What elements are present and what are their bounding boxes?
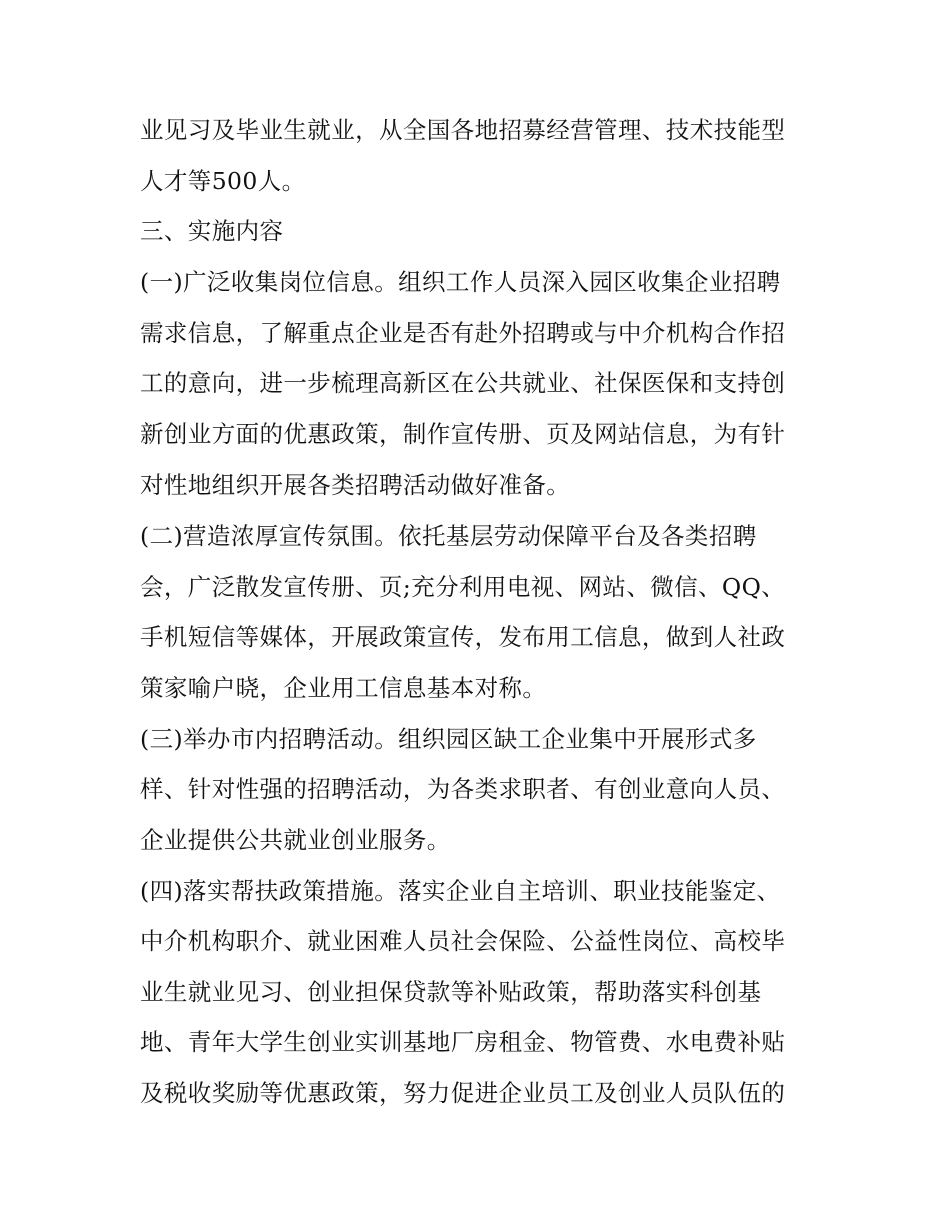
text-line: 新创业方面的优惠政策，制作宣传册、页及网站信息，为有针 (140, 420, 786, 448)
text-line: 人才等500人。 (140, 167, 306, 195)
text-line: 需求信息，了解重点企业是否有赴外招聘或与中介机构合作招 (140, 319, 786, 347)
text-line: (一)广泛收集岗位信息。组织工作人员深入园区收集企业招聘 (140, 268, 781, 296)
text-line: 及税收奖励等优惠政策，努力促进企业员工及创业人员队伍的 (140, 1079, 786, 1107)
text-line: (三)举办市内招聘活动。组织园区缺工企业集中开展形式多 (140, 725, 757, 753)
text-line: 策家喻户晓，企业用工信息基本对称。 (140, 674, 547, 702)
section-heading: 三、实施内容 (140, 217, 284, 245)
text-line: 会，广泛散发宣传册、页;充分利用电视、网站、微信、QQ、 (140, 573, 786, 601)
text-line: 手机短信等媒体，开展政策宣传，发布用工信息，做到人社政 (140, 623, 786, 651)
text-line: (四)落实帮扶政策措施。落实企业自主培训、职业技能鉴定、 (140, 877, 781, 905)
text-line: 业生就业见习、创业担保贷款等补贴政策，帮助落实科创基 (140, 978, 762, 1006)
text-line: 企业提供公共就业创业服务。 (140, 826, 451, 854)
text-line: 样、针对性强的招聘活动，为各类求职者、有创业意向人员、 (140, 775, 786, 803)
text-line: (二)营造浓厚宣传氛围。依托基层劳动保障平台及各类招聘 (140, 522, 757, 550)
text-line: 地、青年大学生创业实训基地厂房租金、物管费、水电费补贴 (140, 1028, 786, 1056)
text-line: 对性地组织开展各类招聘活动做好准备。 (140, 471, 571, 499)
text-line: 工的意向，进一步梳理高新区在公共就业、社保医保和支持创 (140, 369, 786, 397)
text-line: 业见习及毕业生就业，从全国各地招募经营管理、技术技能型 (140, 116, 786, 144)
text-line: 中介机构职介、就业困难人员社会保险、公益性岗位、高校毕 (140, 927, 786, 955)
